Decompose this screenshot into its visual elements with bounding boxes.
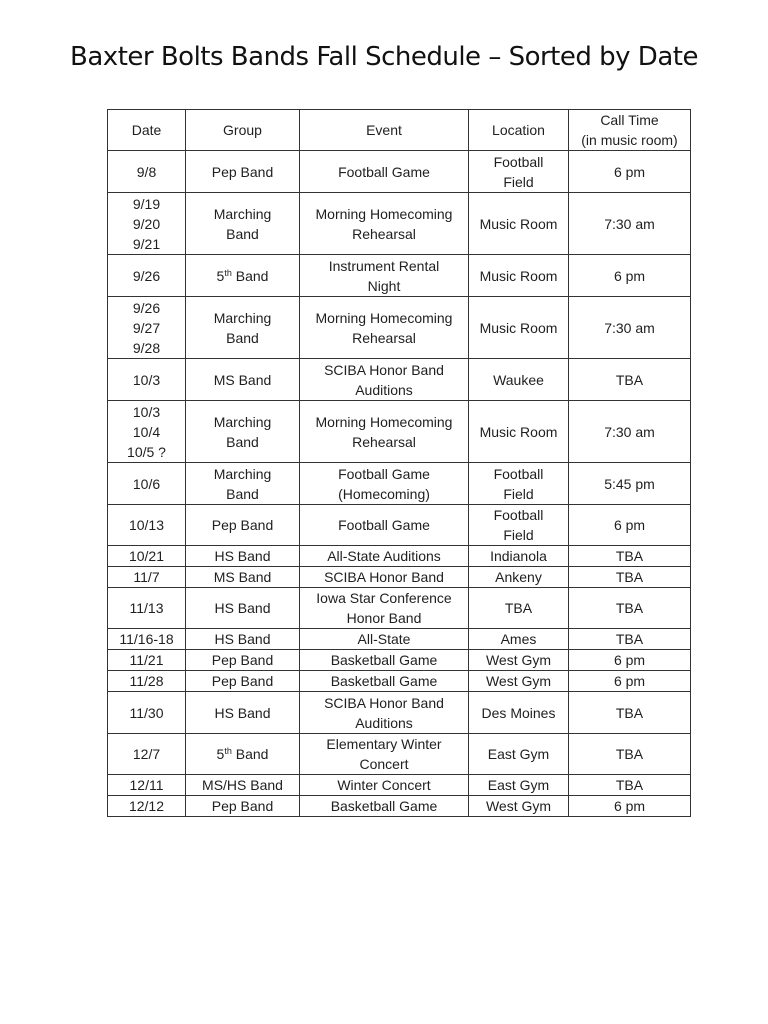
table-row	[108, 650, 691, 671]
cell-call-time: TBA	[569, 567, 691, 588]
cell-location: Des Moines	[469, 692, 569, 734]
cell-date: 10/3	[108, 359, 186, 401]
cell-group: MS Band	[186, 567, 300, 588]
table-row	[108, 359, 691, 401]
table-row	[108, 297, 691, 359]
cell-location: TBA	[469, 588, 569, 629]
group-ordinal: th	[224, 267, 232, 278]
cell-group: Marching Band	[186, 401, 300, 463]
cell-group: Pep Band	[186, 505, 300, 546]
table-row	[108, 588, 691, 629]
cell-group: Pep Band	[186, 650, 300, 671]
cell-call-time: TBA	[569, 629, 691, 650]
cell-group: MS Band	[186, 359, 300, 401]
cell-group: Marching Band	[186, 297, 300, 359]
cell-event: Morning Homecoming Rehearsal	[300, 297, 469, 359]
cell-date: 11/28	[108, 671, 186, 692]
table-row	[108, 775, 691, 796]
cell-location: East Gym	[469, 734, 569, 775]
cell-location: West Gym	[469, 671, 569, 692]
table-row	[108, 796, 691, 817]
cell-event: Iowa Star Conference Honor Band	[300, 588, 469, 629]
cell-group: Marching Band	[186, 463, 300, 505]
cell-date: 12/12	[108, 796, 186, 817]
table-row	[108, 546, 691, 567]
cell-group: Pep Band	[186, 151, 300, 193]
cell-call-time: 7:30 am	[569, 401, 691, 463]
cell-call-time: TBA	[569, 546, 691, 567]
cell-date: 11/21	[108, 650, 186, 671]
cell-date: 9/26	[108, 255, 186, 297]
group-name: Band	[231, 267, 269, 284]
cell-location: Music Room	[469, 255, 569, 297]
header-location: Location	[469, 110, 569, 151]
cell-event: Morning Homecoming Rehearsal	[300, 401, 469, 463]
cell-event: Winter Concert	[300, 775, 469, 796]
cell-date: 9/26 9/27 9/28	[108, 297, 186, 359]
cell-event: SCIBA Honor Band Auditions	[300, 692, 469, 734]
cell-group: HS Band	[186, 588, 300, 629]
table-row	[108, 193, 691, 255]
cell-event: Basketball Game	[300, 671, 469, 692]
header-call-time: Call Time (in music room)	[569, 110, 691, 151]
header-event: Event	[300, 110, 469, 151]
page-title: Baxter Bolts Bands Fall Schedule – Sorted by Date	[70, 42, 698, 72]
cell-location: West Gym	[469, 796, 569, 817]
group-number: 5	[216, 267, 225, 284]
table-row	[108, 567, 691, 588]
cell-event: Football Game	[300, 151, 469, 193]
cell-group: Pep Band	[186, 796, 300, 817]
group-number: 5	[216, 746, 225, 762]
table-row	[108, 692, 691, 734]
cell-date: 11/16-18	[108, 629, 186, 650]
cell-date: 11/30	[108, 692, 186, 734]
cell-location: Indianola	[469, 546, 569, 567]
cell-group	[186, 255, 300, 297]
cell-call-time: TBA	[569, 734, 691, 775]
cell-group: MS/HS Band	[186, 775, 300, 796]
cell-call-time: TBA	[569, 775, 691, 796]
cell-location: Football Field	[469, 151, 569, 193]
table-row	[108, 505, 691, 546]
cell-date: 11/7	[108, 567, 186, 588]
cell-group: HS Band	[186, 629, 300, 650]
cell-date: 10/3 10/4 10/5 ?	[108, 401, 186, 463]
cell-date: 9/8	[108, 151, 186, 193]
cell-call-time: TBA	[569, 359, 691, 401]
cell-call-time: TBA	[569, 588, 691, 629]
cell-event: Elementary Winter Concert	[300, 734, 469, 775]
cell-event: All-State	[300, 629, 469, 650]
table-row	[108, 671, 691, 692]
cell-location: Ames	[469, 629, 569, 650]
cell-date: 10/13	[108, 505, 186, 546]
cell-date: 12/7	[108, 734, 186, 775]
header-group: Group	[186, 110, 300, 151]
cell-location: Music Room	[469, 193, 569, 255]
cell-group: HS Band	[186, 692, 300, 734]
cell-group	[186, 734, 300, 775]
cell-call-time: 6 pm	[569, 796, 691, 817]
cell-group: Pep Band	[186, 671, 300, 692]
cell-event: Basketball Game	[300, 796, 469, 817]
cell-call-time: 6 pm	[569, 671, 691, 692]
cell-group: HS Band	[186, 546, 300, 567]
table-row	[108, 629, 691, 650]
cell-location: Ankeny	[469, 567, 569, 588]
header-row	[108, 110, 691, 151]
cell-call-time: 6 pm	[569, 505, 691, 546]
cell-event: Basketball Game	[300, 650, 469, 671]
table-row	[108, 401, 691, 463]
cell-date: 9/19 9/20 9/21	[108, 193, 186, 255]
cell-event: SCIBA Honor Band Auditions	[300, 359, 469, 401]
cell-location: Football Field	[469, 505, 569, 546]
cell-call-time: TBA	[569, 692, 691, 734]
cell-call-time: 5:45 pm	[569, 463, 691, 505]
group-name: Band	[231, 746, 269, 762]
table-row	[108, 151, 691, 193]
cell-group: Marching Band	[186, 193, 300, 255]
cell-call-time: 7:30 am	[569, 193, 691, 255]
table-row	[108, 463, 691, 505]
cell-event: Morning Homecoming Rehearsal	[300, 193, 469, 255]
cell-event: Instrument Rental Night	[300, 255, 469, 297]
cell-call-time: 6 pm	[569, 650, 691, 671]
cell-event: Football Game	[300, 505, 469, 546]
cell-event: All-State Auditions	[300, 546, 469, 567]
cell-event: SCIBA Honor Band	[300, 567, 469, 588]
cell-date: 12/11	[108, 775, 186, 796]
header-date: Date	[108, 110, 186, 151]
cell-date: 10/6	[108, 463, 186, 505]
table-row	[108, 734, 691, 775]
cell-call-time: 6 pm	[569, 151, 691, 193]
cell-date: 11/13	[108, 588, 186, 629]
cell-location: East Gym	[469, 775, 569, 796]
cell-location: Music Room	[469, 297, 569, 359]
cell-date: 10/21	[108, 546, 186, 567]
cell-event: Football Game (Homecoming)	[300, 463, 469, 505]
group-ordinal: th	[224, 746, 232, 756]
cell-location: West Gym	[469, 650, 569, 671]
cell-call-time: 6 pm	[569, 255, 691, 297]
cell-location: Waukee	[469, 359, 569, 401]
cell-call-time: 7:30 am	[569, 297, 691, 359]
table-row	[108, 255, 691, 297]
cell-location: Football Field	[469, 463, 569, 505]
schedule-table	[107, 109, 691, 817]
cell-location: Music Room	[469, 401, 569, 463]
